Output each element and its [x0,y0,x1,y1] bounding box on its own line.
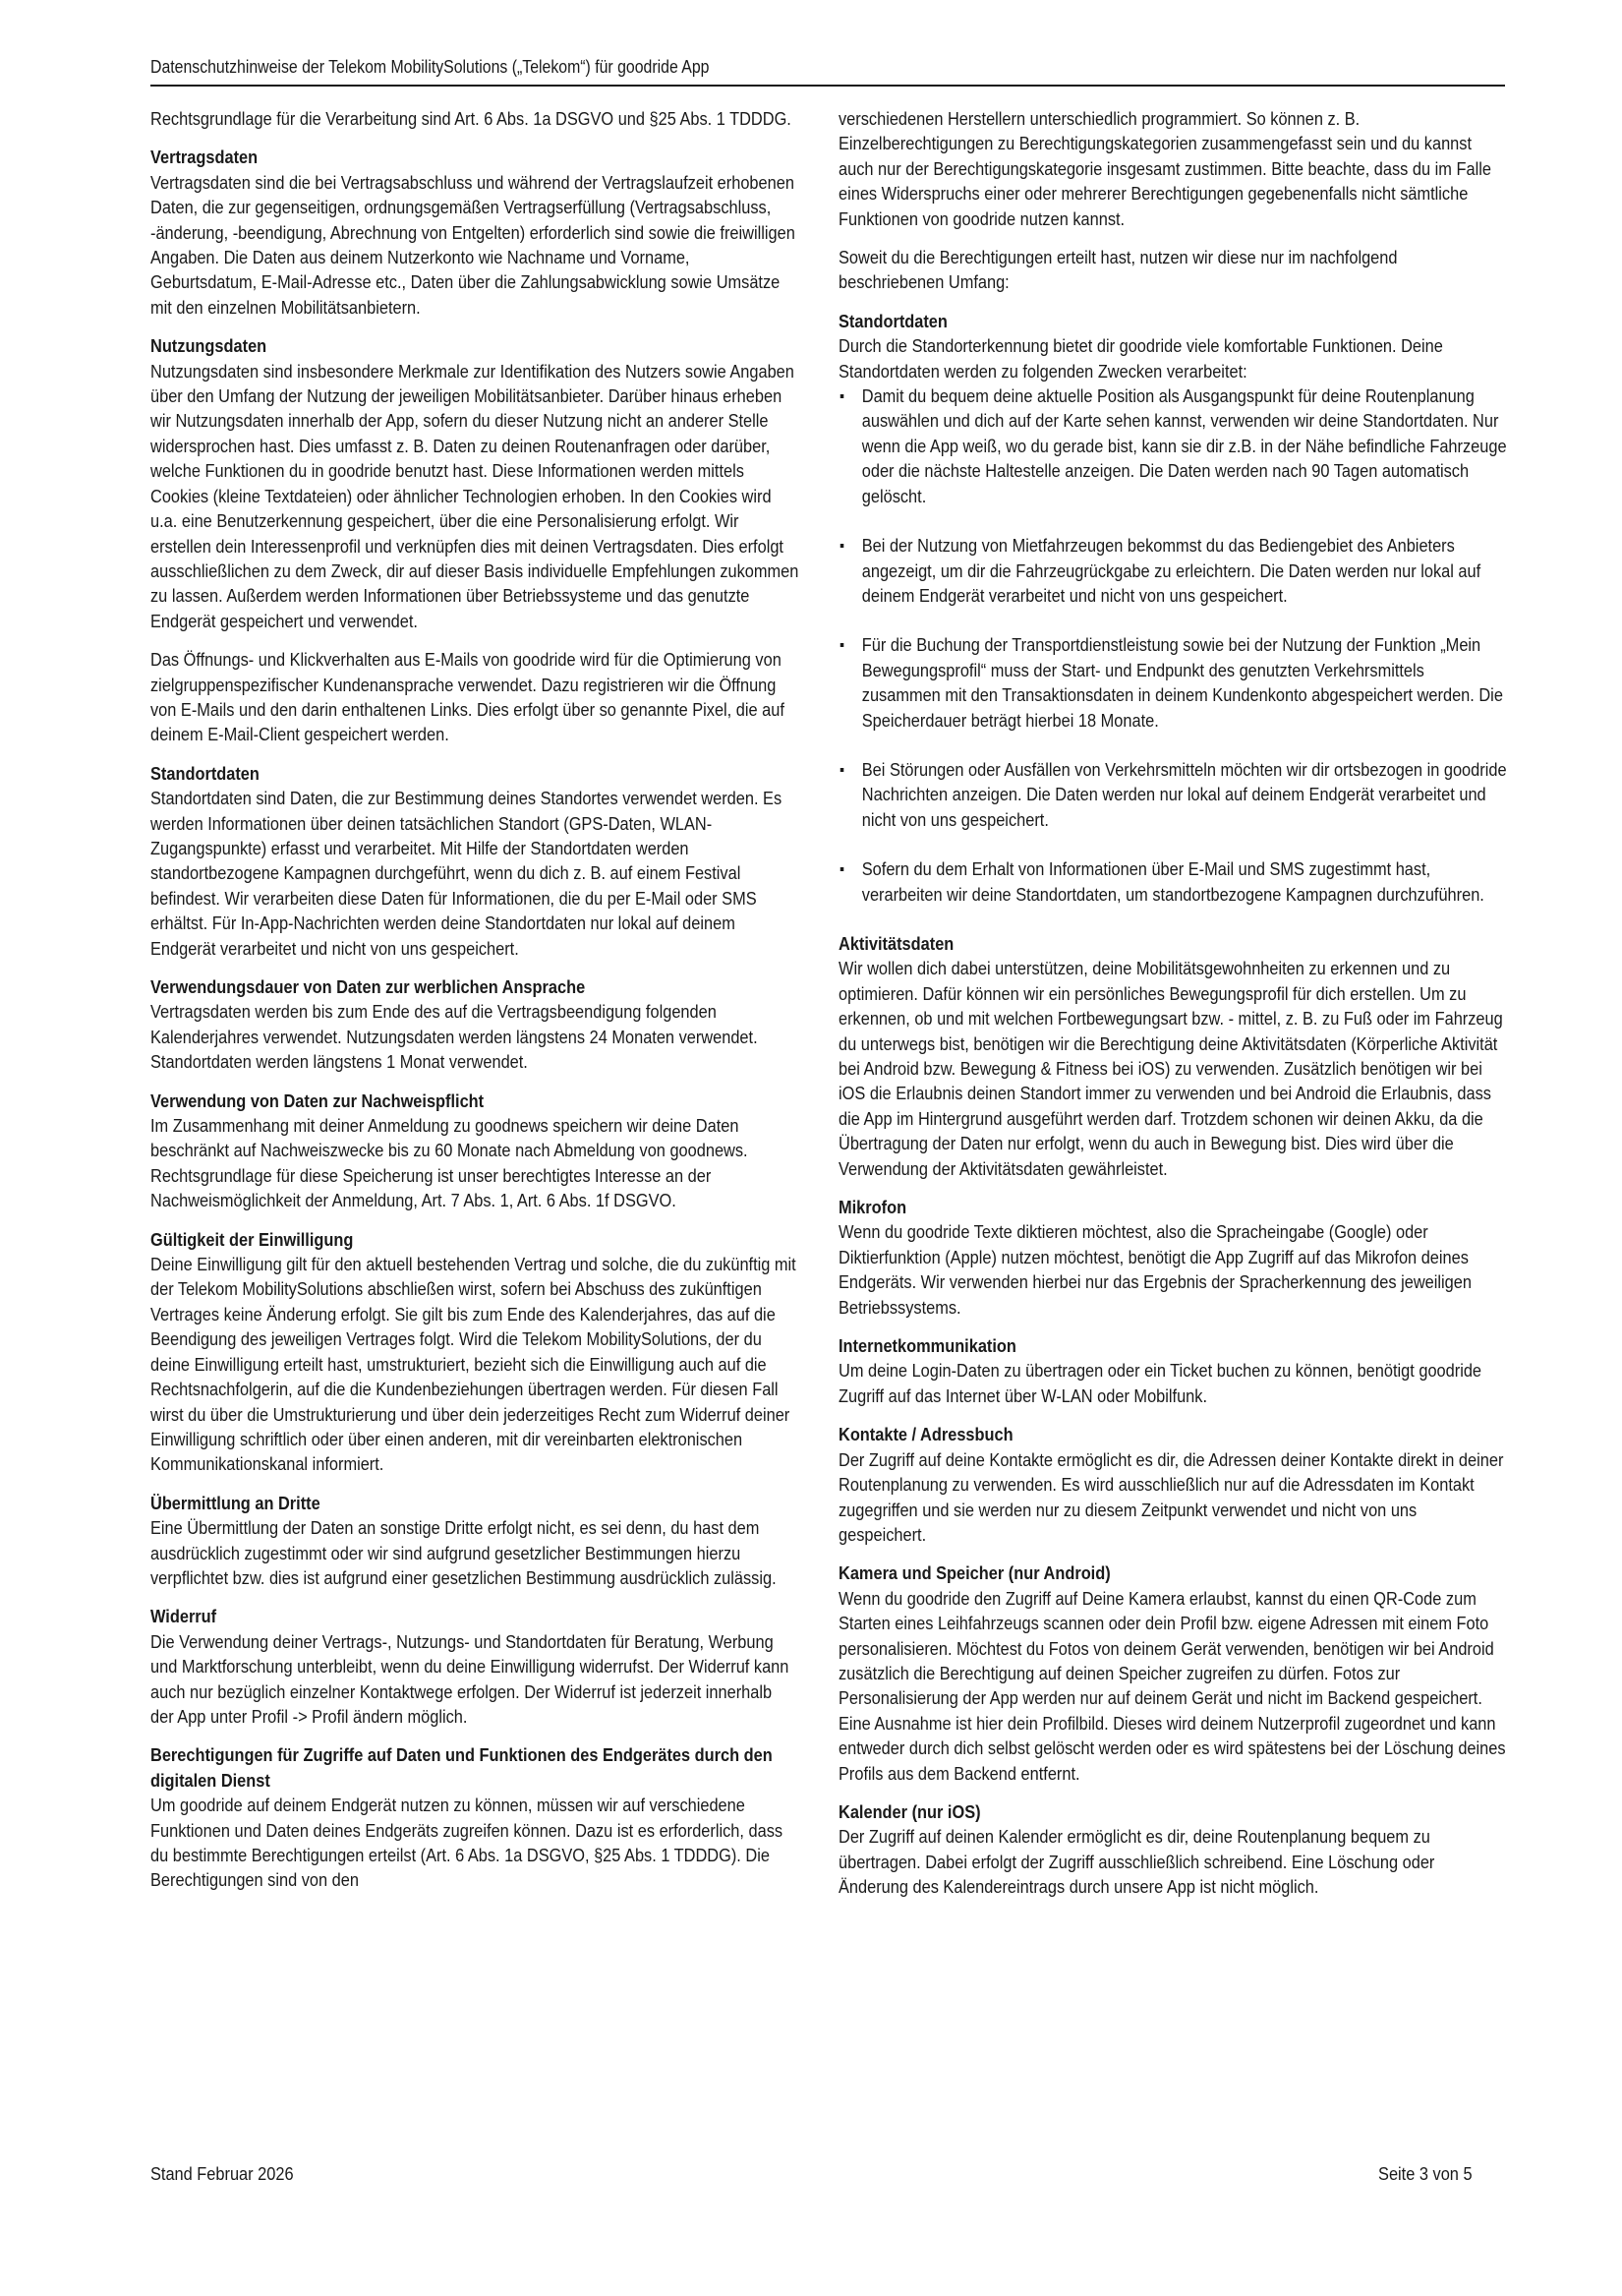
section-heading: Internetkommunikation [839,1335,1016,1357]
section-heading: Berechtigungen für Zugriffe auf Daten und Funktionen des Endgerätes durch den digitalen Dienst [150,1744,773,1791]
list-item [839,533,1507,608]
section-heading: Widerruf [150,1606,217,1627]
bullet-icon [840,768,844,772]
section-widerruf [150,1604,799,1729]
legal-basis-intro: Rechtsgrundlage für die Verarbeitung sind Art. 6 Abs. 1a DSGVO und §25 Abs. 1 TDDDG. [150,108,791,129]
bullet-icon [840,394,844,398]
section-body: Um goodride auf deinem Endgerät nutzen zu können, müssen wir auf verschiedene Funktionen und Daten deines Endgeräts zugreifen können. Dazu ist es erforderlich, dass du bestimmte Berechtigungen erteilst (Art. 6 Abs. 1a DSGVO, §25 Abs. 1 TDDDG). Die Berechtigungen sind von den [150,1795,783,1891]
section-email-tracking [150,647,799,747]
section-uebermittlung [150,1491,799,1591]
location-purpose-list [839,383,1507,907]
section-heading: Kalender (nur iOS) [839,1800,981,1822]
section-body: Wenn du goodride Texte diktieren möchtest, also die Spracheingabe (Google) oder Diktierfunktion (Apple) nutzen möchtest, benötigt die App Zugriff auf das Mikrofon deines Endgeräts. Wir verwenden hierbei nur das Ergebnis der Spracherkennung des jeweiligen Betriebssystems. [839,1221,1472,1318]
section-body: Eine Übermittlung der Daten an sonstige Dritte erfolgt nicht, es sei denn, du hast dem ausdrücklich zugestimmt oder wir sind aufgrund gesetzlicher Bestimmungen hierzu verpflichtet bzw. dies ist aufgrund einer gesetzlichen Bestimmung ausdrücklich zulässig. [150,1517,777,1588]
footer-page-number: Seite 3 von 5 [1378,2163,1473,2184]
page-header [150,55,1505,87]
section-body: Im Zusammenhang mit deiner Anmeldung zu goodnews speichern wir deine Daten beschränkt auf Nachweiszwecke bis zu 60 Monate nach Abmeldung von goodnews. Rechtsgrundlage für diese Speicherung ist unser berechtigtes Interesse an der Nachweismöglichkeit der Anmeldung, Art. 7 Abs. 1, Art. 6 Abs. 1f DSGVO. [150,1115,748,1211]
section-heading: Aktivitätsdaten [839,932,955,954]
document-title: Datenschutzhinweise der Telekom MobilitySolutions („Telekom“) für goodride App [150,57,710,77]
list-item [839,632,1507,733]
section-gueltigkeit [150,1227,799,1477]
section-mikrofon [839,1195,1507,1320]
section-kamera-speicher [839,1560,1507,1786]
section-body: Der Zugriff auf deinen Kalender ermöglicht es dir, deine Routenplanung bequem zu übertragen. Dabei erfolgt der Zugriff ausschließlich schreibend. Eine Löschung oder Änderung des Kalendereintrags durch unsere App ist nicht möglich. [839,1826,1435,1898]
permissions-scope-intro: Soweit du die Berechtigungen erteilt hast, nutzen wir diese nur im nachfolgend beschriebenen Umfang: [839,247,1398,293]
list-item [839,856,1507,907]
section-body: Vertragsdaten sind die bei Vertragsabschluss und während der Vertragslaufzeit erhobenen Daten, die zur gegenseitigen, ordnungsgemäßen Vertragserfüllung (Vertragsabschluss, -änderung, -beendigung, Abrechnung von Entgelten) erforderlich sind sowie die freiwilligen Angaben. Die Daten aus deinem Nutzerkonto wie Nachname und Vorname, Geburtsdatum, E-Mail-Adresse etc., Daten über die Zahlungsabwicklung sowie Umsätze mit den einzelnen Mobilitätsanbietern. [150,171,795,318]
list-item [839,383,1507,508]
section-heading: Verwendungsdauer von Daten zur werblichen Ansprache [150,976,586,997]
section-body: Durch die Standorterkennung bietet dir goodride viele komfortable Funktionen. Deine Standortdaten werden zu folgenden Zwecken verarbeitet: [839,335,1443,382]
section-heading: Kamera und Speicher (nur Android) [839,1562,1111,1584]
list-item-text: Bei der Nutzung von Mietfahrzeugen bekommst du das Bediengebiet des Anbieters angezeigt, um dir die Fahrzeugrückgabe zu erleichtern. Die Daten werden nur lokal auf deinem Endgerät verarbeitet und nicht von uns gespeichert. [861,535,1481,606]
list-item-text: Bei Störungen oder Ausfällen von Verkehrsmitteln möchten wir dir ortsbezogen in goodride Nachrichten anzeigen. Die Daten werden nur lokal auf deinem Endgerät verarbeitet und nicht von uns gespeichert. [861,758,1507,830]
list-item-text: Damit du bequem deine aktuelle Position als Ausgangspunkt für deine Routenplanung auswählen und dich auf der Karte sehen kannst, verwenden wir deine Standortdaten. Nur wenn die App weiß, wo du gerade bist, kann sie dir z.B. in der Nähe befindliche Fahrzeuge oder die nächste Haltestelle anzeigen. Die Daten werden nach 90 Tagen automatisch gelöscht. [861,385,1507,506]
bullet-icon [840,867,844,871]
section-body: Nutzungsdaten sind insbesondere Merkmale zur Identifikation des Nutzers sowie Angaben über den Umfang der Nutzung der jeweiligen Mobilitätsanbieter. Darüber hinaus erheben wir Nutzungsdaten innerhalb der App, sofern du dieser Nutzung nicht an anderer Stelle widersprochen hast. Dies umfasst z. B. Daten zu deinen Routenanfragen oder darüber, welche Funktionen du in goodride benutzt hast. Diese Informationen werden mittels Cookies (kleine Textdateien) oder ähnlicher Technologien erhoben. In den Cookies wird u.a. eine Benutzerkennung gespeichert, über die eine Personalisierung erfolgt. Wir erstellen dein Interessenprofil und verknüpfen dies mit deinen Vertragsdaten. Dies erfolgt ausschließlichen zu dem Zweck, dir auf dieser Basis individuelle Empfehlungen zukommen zu lassen. Außerdem werden Informationen über Betriebssysteme und das genutzte Endgerät gespeichert und verwendet. [150,360,799,631]
section-body: Wenn du goodride den Zugriff auf Deine Kamera erlaubst, kannst du einen QR-Code zum Starten eines Leihfahrzeugs scannen oder dein Profil bzw. eigene Adressen mit einem Foto personalisieren. Möchtest du Fotos von deinem Gerät verwenden, benötigen wir bei Android zusätzlich die Berechtigung auf deinen Speicher zugreifen zu dürfen. Fotos zur Personalisierung der App werden nur auf deinem Gerät und nicht im Backend gespeichert. Eine Ausnahme ist hier dein Profilbild. Dieses wird deinem Nutzerprofil zugeordnet und kann entweder durch dich selbst gelöscht werden oder es wird spätestens bei der Löschung deines Profils aus dem Backend entfernt. [839,1587,1506,1784]
permissions-continuation: verschiedenen Herstellern unterschiedlich programmiert. So können z. B. Einzelberechtigungen zu Berechtigungskategorien zusammengefasst sein und du kannst auch nur der Berechtigungskategorie insgesamt zustimmen. Bitte beachte, dass du im Falle eines Widerspruchs einer oder mehrerer Berechtigungen gegebenenfalls nicht sämtliche Funktionen von goodride nutzen kannst. [839,108,1491,229]
bullet-icon [840,643,844,647]
right-column [839,106,1507,1913]
section-heading: Gültigkeit der Einwilligung [150,1228,354,1250]
section-heading: Mikrofon [839,1197,907,1218]
section-body: Deine Einwilligung gilt für den aktuell bestehenden Vertrag und solche, die du zukünftig mit der Telekom MobilitySolutions abschließen wirst, sofern bei Abschuss des zukünftigen Vertrages keine Änderung erfolgt. Sie gilt bis zum Ende des Kalenderjahres, das auf die Beendigung des jeweiligen Vertrages folgt. Wird die Telekom MobilitySolutions, der du deine Einwilligung erteilt hast, umstrukturiert, bezieht sich die Einwilligung auch auf die Rechtsnachfolgerin, auf die die Kundenbeziehungen übertragen werden. Für diesen Fall wirst du über die Umstrukturierung und über dein jederzeitiges Recht zum Widerruf deiner Einwilligung schriftlich oder über einen anderen, mit dir vereinbarten elektronischen Kommunikationskanal informiert. [150,1254,796,1475]
section-heading: Verwendung von Daten zur Nachweispflicht [150,1089,485,1111]
section-nachweispflicht [150,1089,799,1213]
list-item-text: Sofern du dem Erhalt von Informationen über E-Mail und SMS zugestimmt hast, verarbeiten wir deine Standortdaten, um standortbezogene Kampagnen durchzuführen. [861,858,1484,905]
section-body: Der Zugriff auf deine Kontakte ermöglicht es dir, die Adressen deiner Kontakte direkt in deiner Routenplanung zu verwenden. Es wird ausschließlich nur auf die Adressdaten im Kontakt zugegriffen und sie werden nur zu diesem Zeitpunkt verwendet und nicht von uns gespeichert. [839,1448,1504,1545]
section-kalender [839,1799,1507,1900]
section-standortdaten-permissions [839,309,1507,383]
section-heading: Übermittlung an Dritte [150,1492,320,1513]
section-body: Wir wollen dich dabei unterstützen, deine Mobilitätsgewohnheiten zu erkennen und zu optimieren. Dafür können wir ein persönliches Bewegungsprofil für dich erstellen. Um zu erkennen, ob und mit welchen Fortbewegungsart bzw. - mittel, z. B. zu Fuß oder im Fahrzeug du unterwegs bist, benötigen wir die Berechtigung deine Aktivitätsdaten (Körperliche Aktivität bei Android bzw. Bewegung & Fitness bei iOS) zu verwenden. Zusätzlich benötigen wir bei iOS die Erlaubnis deinen Standort immer zu verwenden und bei Android die Erlaubnis, dass die App im Hintergrund ausgeführt werden darf. Trotzdem schonen wir deinen Akku, da die Übertragung der Daten nur erfolgt, wenn du auch in Bewegung bist. Dies wird über die Verwendung der Aktivitätsdaten gewährleistet. [839,958,1503,1179]
section-heading: Standortdaten [839,310,948,331]
section-body: Standortdaten sind Daten, die zur Bestimmung deines Standortes verwendet werden. Es werden Informationen über deinen tatsächlichen Standort (GPS-Daten, WLAN-Zugangspunkte) erfasst und verarbeitet. Mit Hilfe der Standortdaten werden standortbezogene Kampagnen durchgeführt, wenn du dich z. B. auf einem Festival befindest. Wir verarbeiten diese Daten für Informationen, die du per E-Mail oder SMS erhältst. Für In-App-Nachrichten werden deine Standortdaten nur lokal auf deinem Endgerät verarbeitet und nicht von uns gespeichert. [150,788,782,959]
section-internetkommunikation [839,1333,1507,1408]
section-aktivitaetsdaten [839,931,1507,1181]
section-standortdaten [150,761,799,961]
section-body: Die Verwendung deiner Vertrags-, Nutzungs- und Standortdaten für Beratung, Werbung und Marktforschung unterbleibt, wenn du deine Einwilligung widerrufst. Der Widerruf kann auch nur bezüglich einzelner Kontaktwege erfolgen. Der Widerruf ist jederzeit innerhalb der App unter Profil -> Profil ändern möglich. [150,1630,789,1727]
footer-date: Stand Februar 2026 [150,2163,294,2184]
section-body: Um deine Login-Daten zu übertragen oder ein Ticket buchen zu können, benötigt goodride Zugriff auf das Internet über W-LAN oder Mobilfunk. [839,1360,1482,1406]
list-item-text: Für die Buchung der Transportdienstleistung sowie bei der Nutzung der Funktion „Mein Bewegungsprofil“ muss der Start- und Endpunkt des genutzten Verkehrsmittels zusammen mit den Transaktionsdaten in deinem Kundenkonto abgespeichert werden. Die Speicherdauer beträgt hierbei 18 Monate. [861,634,1503,731]
section-heading: Standortdaten [150,762,260,784]
section-heading: Nutzungsdaten [150,335,267,357]
section-berechtigungen [150,1742,799,1892]
bullet-icon [840,544,844,548]
section-body: Das Öffnungs- und Klickverhalten aus E-Mails von goodride wird für die Optimierung von zielgruppenspezifischer Kundenansprache verwendet. Dazu registrieren wir die Öffnung von E-Mails und den darin enthaltenen Links. Dies erfolgt über so genannte Pixel, die auf deinem E-Mail-Client gespeichert werden. [150,649,784,745]
section-kontakte [839,1422,1507,1547]
left-column [150,106,799,1907]
section-body: Vertragsdaten werden bis zum Ende des auf die Vertragsbeendigung folgenden Kalenderjahres verwendet. Nutzungsdaten werden längstens 24 Monaten verwendet. Standortdaten werden längstens 1 Monat verwendet. [150,1001,758,1073]
section-heading: Vertragsdaten [150,147,259,168]
list-item [839,757,1507,832]
section-vertragsdaten [150,145,799,320]
section-nutzungsdaten [150,333,799,633]
section-heading: Kontakte / Adressbuch [839,1424,1014,1445]
section-verwendungsdauer [150,974,799,1075]
